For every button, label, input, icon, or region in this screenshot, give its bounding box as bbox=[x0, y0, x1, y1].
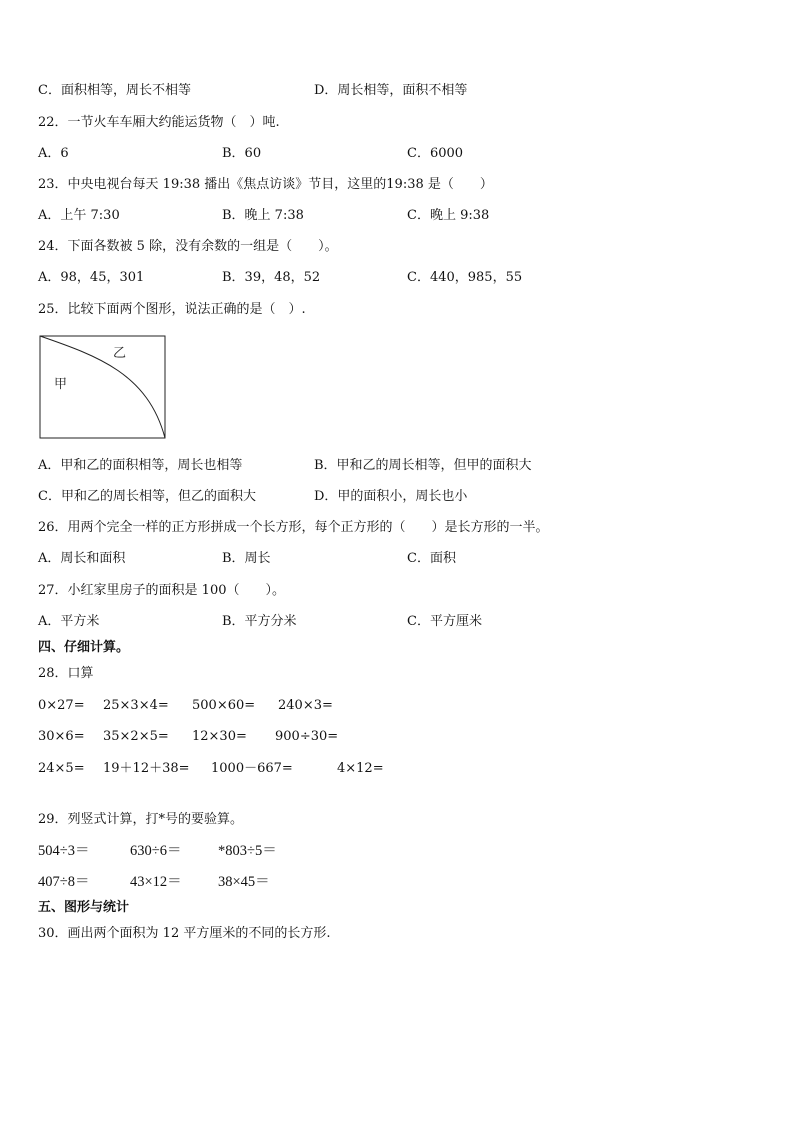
q28-item: 500×60= bbox=[192, 698, 256, 713]
q24-option-a: A．98，45，301 bbox=[38, 270, 145, 285]
q26-option-a: A．周长和面积 bbox=[38, 551, 126, 566]
q28-item: 19＋12＋38= bbox=[103, 761, 190, 776]
q26-option-c: C．面积 bbox=[407, 551, 456, 566]
q28-item: 25×3×4= bbox=[103, 698, 169, 713]
q24-stem: 24．下面各数被 5 除，没有余数的一组是（ ）。 bbox=[38, 239, 338, 254]
q29-item: 407÷8＝ bbox=[38, 874, 90, 890]
q28-item: 0×27= bbox=[38, 698, 85, 713]
q28-item: 30×6= bbox=[38, 729, 85, 744]
q29-stem: 29．列竖式计算，打*号的要验算。 bbox=[38, 812, 244, 827]
q23-stem: 23．中央电视台每天 19:38 播出《焦点访谈》节目，这里的19:38 是（ ） bbox=[38, 177, 493, 192]
q25-option-d: D．甲的面积小，周长也小 bbox=[314, 489, 468, 504]
q26-stem: 26．用两个完全一样的正方形拼成一个长方形，每个正方形的（ ）是长方形的一半。 bbox=[38, 520, 549, 535]
q28-item: 4×12= bbox=[337, 761, 384, 776]
q21-option-c: C．面积相等，周长不相等 bbox=[38, 83, 191, 98]
q27-stem: 27．小红家里房子的面积是 100（ ）。 bbox=[38, 583, 285, 598]
q27-option-b: B．平方分米 bbox=[222, 614, 297, 629]
q29-item: 630÷6＝ bbox=[130, 843, 182, 859]
q29-item: 504÷3＝ bbox=[38, 843, 90, 859]
q25-option-c: C．甲和乙的周长相等，但乙的面积大 bbox=[38, 489, 256, 504]
section-4-title: 四、仔细计算。 bbox=[38, 640, 130, 655]
q26-option-b: B．周长 bbox=[222, 551, 271, 566]
q23-option-b: B．晚上 7:38 bbox=[222, 208, 304, 223]
q30-stem: 30．画出两个面积为 12 平方厘米的不同的长方形. bbox=[38, 926, 331, 941]
q28-item: 35×2×5= bbox=[103, 729, 169, 744]
q27-option-a: A．平方米 bbox=[38, 614, 100, 629]
q28-item: 900÷30= bbox=[275, 729, 339, 744]
q23-option-c: C．晚上 9:38 bbox=[407, 208, 490, 223]
figure-label-yi: 乙 bbox=[113, 346, 127, 361]
section-5-title: 五、图形与统计 bbox=[38, 900, 130, 915]
q28-stem: 28．口算 bbox=[38, 666, 94, 681]
q25-figure bbox=[38, 334, 168, 442]
q22-option-a: A．6 bbox=[38, 146, 69, 161]
q28-item: 12×30= bbox=[192, 729, 247, 744]
q24-option-b: B．39，48，52 bbox=[222, 270, 321, 285]
q29-item: 43×12＝ bbox=[130, 874, 182, 890]
q28-item: 1000－667= bbox=[211, 761, 293, 776]
q27-option-c: C．平方厘米 bbox=[407, 614, 482, 629]
figure-label-jia: 甲 bbox=[54, 377, 68, 392]
q22-option-c: C．6000 bbox=[407, 146, 464, 161]
q28-item: 24×5= bbox=[38, 761, 85, 776]
q29-item: 38×45＝ bbox=[218, 874, 270, 890]
q28-item: 240×3= bbox=[278, 698, 333, 713]
q25-option-a: A．甲和乙的面积相等，周长也相等 bbox=[38, 458, 243, 473]
q29-item: *803÷5＝ bbox=[218, 843, 277, 859]
q23-option-a: A．上午 7:30 bbox=[38, 208, 120, 223]
q21-option-d: D．周长相等，面积不相等 bbox=[314, 83, 468, 98]
q25-option-b: B．甲和乙的周长相等，但甲的面积大 bbox=[314, 458, 532, 473]
q22-stem: 22．一节火车车厢大约能运货物（ ）吨. bbox=[38, 115, 280, 130]
q25-stem: 25．比较下面两个图形，说法正确的是（ ）. bbox=[38, 302, 306, 317]
q22-option-b: B．60 bbox=[222, 146, 262, 161]
q24-option-c: C．440，985，55 bbox=[407, 270, 523, 285]
